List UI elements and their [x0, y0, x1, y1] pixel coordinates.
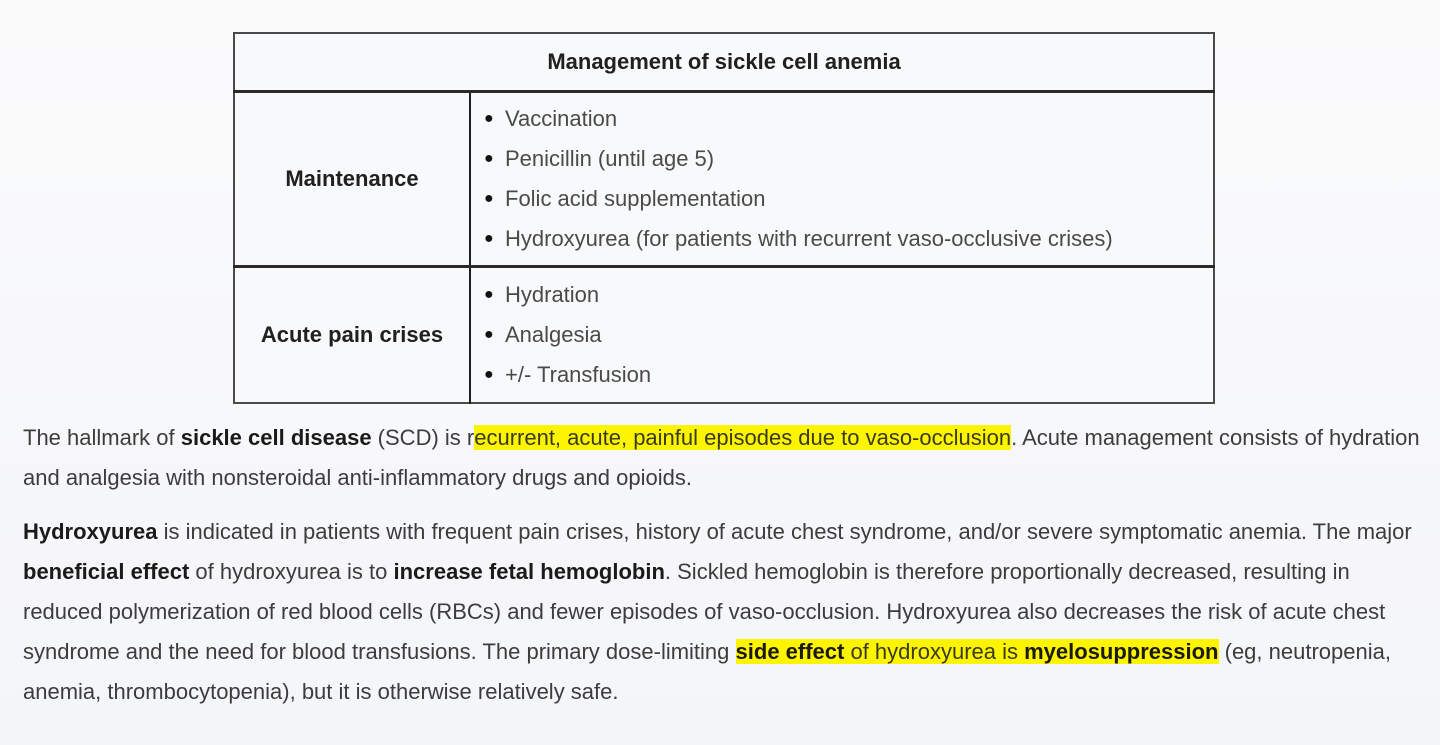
table-row-acute-pain-crises	[234, 267, 1214, 404]
bold-term: side effect	[735, 639, 845, 664]
bold-term: beneficial effect	[23, 559, 190, 584]
paragraph-hydroxyurea: Hydroxyurea is indicated in patients with frequent pain crises, history of acute chest syndrome, and/or severe symptomatic anemia. The major beneficial effect of hydroxyurea is to increase fetal hemoglobin. Sickled hemoglobin is therefore proportionally decreased, resulting in reduced polymerization of red blood cells (RBCs) and fewer episodes of vaso-occlusion. Hydroxyurea also decreases the risk of acute chest syndrome and the need for blood transfusions. The primary dose-limiting side effect of hydroxyurea is myelosuppression (eg, neutropenia, anemia, thrombocytopenia), but it is otherwise relatively safe.	[23, 519, 1412, 704]
bold-term: sickle cell disease	[180, 425, 372, 450]
bullet-icon: ●	[484, 326, 494, 343]
list-item: ● Folic acid supplementation	[505, 179, 1205, 219]
management-table-container	[233, 32, 1215, 404]
list-item: ● Hydration	[505, 275, 1205, 315]
list-item: ● Penicillin (until age 5)	[505, 139, 1205, 179]
list-item: ● Analgesia	[505, 315, 1205, 355]
highlighted-text: ecurrent, acute, painful episodes due to vaso-occlusion	[474, 425, 1012, 450]
bullet-icon: ●	[484, 366, 494, 383]
table-row-maintenance	[234, 92, 1214, 267]
bold-term: Hydroxyurea	[23, 519, 158, 544]
row-label-acute-pain-crises: Acute pain crises	[234, 267, 470, 404]
bullet-icon: ●	[484, 110, 494, 127]
bullet-icon: ●	[484, 150, 494, 167]
list-item: ● Vaccination	[505, 99, 1205, 139]
highlighted-text: side effect of hydroxyurea is myelosuppression	[735, 639, 1219, 664]
maintenance-list	[471, 99, 1205, 259]
row-label-maintenance: Maintenance	[234, 92, 470, 267]
bold-term: increase fetal hemoglobin	[393, 559, 665, 584]
bullet-icon: ●	[484, 286, 494, 303]
bold-term: myelosuppression	[1024, 639, 1219, 664]
row-items-maintenance	[470, 92, 1214, 267]
list-item: ● Hydroxyurea (for patients with recurrent vaso-occlusive crises)	[505, 219, 1205, 259]
bullet-icon: ●	[484, 230, 494, 247]
list-item: ● +/- Transfusion	[505, 355, 1205, 395]
acute-list	[471, 275, 1205, 395]
management-table	[233, 32, 1215, 404]
table-title: Management of sickle cell anemia	[234, 33, 1214, 92]
paragraph-scd-hallmark: The hallmark of sickle cell disease (SCD) is recurrent, acute, painful episodes due to vaso-occlusion. Acute management consists of hydration and analgesia with nonsteroidal anti-inflammatory drugs and opioids.	[23, 425, 1420, 490]
bullet-icon: ●	[484, 190, 494, 207]
row-items-acute-pain-crises	[470, 267, 1214, 404]
